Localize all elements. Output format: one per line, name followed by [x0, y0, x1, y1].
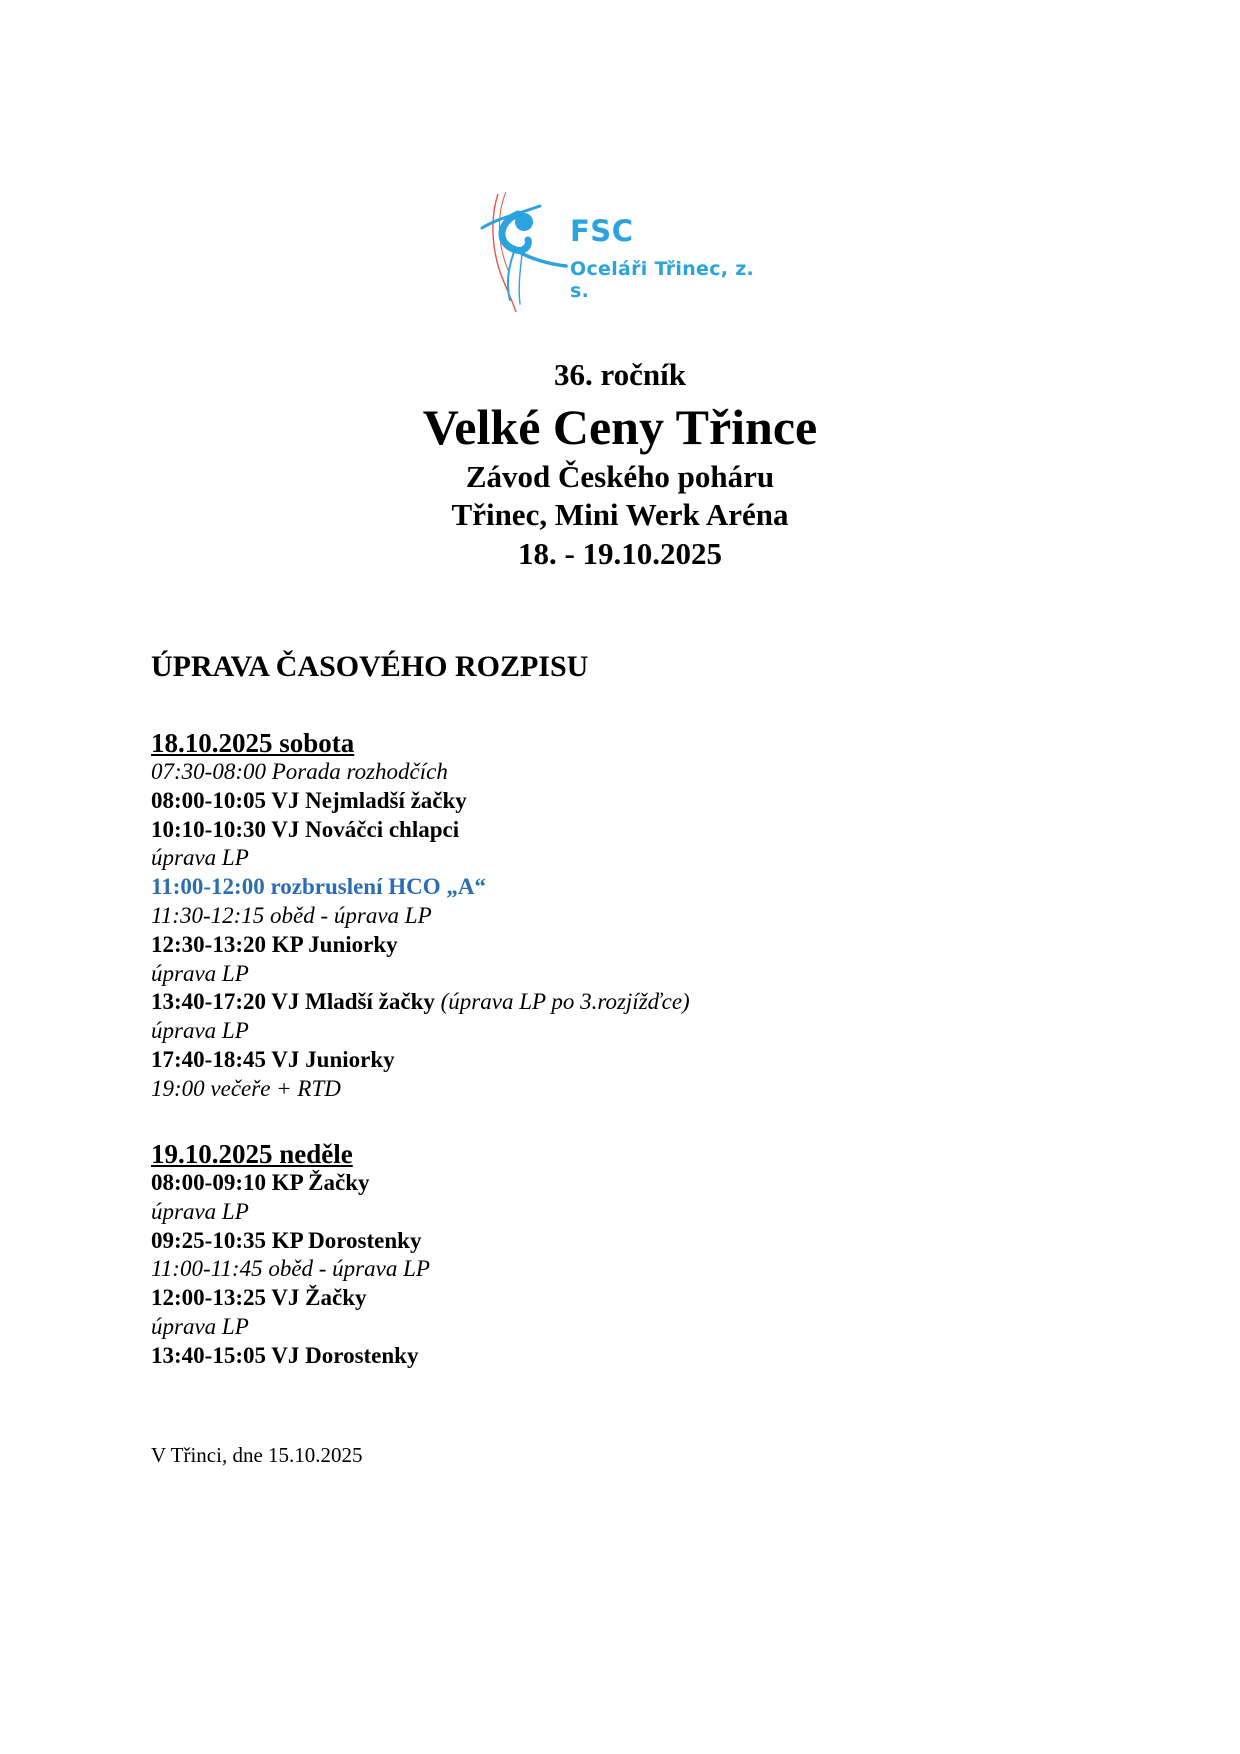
event-dates: 18. - 19.10.2025	[517, 536, 723, 571]
signoff: V Třinci, dne 15.10.2025	[151, 1443, 363, 1467]
schedule-item: 17:40-18:45 VJ Juniorky	[151, 1046, 395, 1072]
schedule-day-saturday	[151, 728, 1151, 1104]
schedule-item: 10:10-10:30 VJ Nováčci chlapci	[151, 816, 460, 842]
edition: 36. ročník	[553, 357, 687, 392]
logo-subtitle: Oceláři Třinec, z. s.	[570, 258, 755, 302]
schedule-item: 13:40-15:05 VJ Dorostenky	[151, 1342, 419, 1368]
event-title: Velké Ceny Třince	[422, 399, 818, 455]
schedule-item: 09:25-10:35 KP Dorostenky	[151, 1227, 422, 1253]
schedule-item: 07:30-08:00 Porada rozhodčích	[151, 759, 448, 784]
schedule-item-text: 13:40-17:20 VJ Mladší žačky	[151, 989, 435, 1015]
schedule-item: úprava LP	[151, 1018, 249, 1044]
schedule-item: úprava LP	[151, 845, 249, 871]
event-venue: Třinec, Mini Werk Aréna	[451, 497, 789, 532]
schedule-item: 11:00-11:45 oběd - úprava LP	[151, 1256, 430, 1282]
event-subtitle: Závod Českého poháru	[465, 459, 775, 494]
schedule-item	[151, 988, 1151, 1017]
club-logo	[478, 188, 778, 316]
schedule-item: 12:00-13:25 VJ Žačky	[151, 1285, 367, 1311]
logo-name: FSC	[570, 214, 634, 248]
schedule-item-highlight: 11:00-12:00 rozbruslení HCO „A“	[151, 874, 486, 900]
day-heading: 19.10.2025 neděle	[151, 1139, 353, 1169]
section-title: ÚPRAVA ČASOVÉHO ROZPISU	[151, 650, 589, 683]
schedule-item: 19:00 večeře + RTD	[151, 1075, 341, 1101]
schedule-item: úprava LP	[151, 1198, 249, 1224]
schedule-day-sunday	[151, 1139, 1151, 1371]
schedule-item-note: (úprava LP po 3.rozjížďce)	[440, 989, 690, 1015]
schedule-item: 08:00-09:10 KP Žačky	[151, 1170, 370, 1195]
day-heading: 18.10.2025 sobota	[151, 728, 355, 758]
schedule-item: 08:00-10:05 VJ Nejmladší žačky	[151, 787, 467, 813]
schedule-item: úprava LP	[151, 1313, 249, 1339]
schedule-item: úprava LP	[151, 960, 249, 986]
skater-logo-icon	[478, 188, 578, 316]
schedule-item: 11:30-12:15 oběd - úprava LP	[151, 902, 432, 928]
schedule-item: 12:30-13:20 KP Juniorky	[151, 931, 398, 957]
